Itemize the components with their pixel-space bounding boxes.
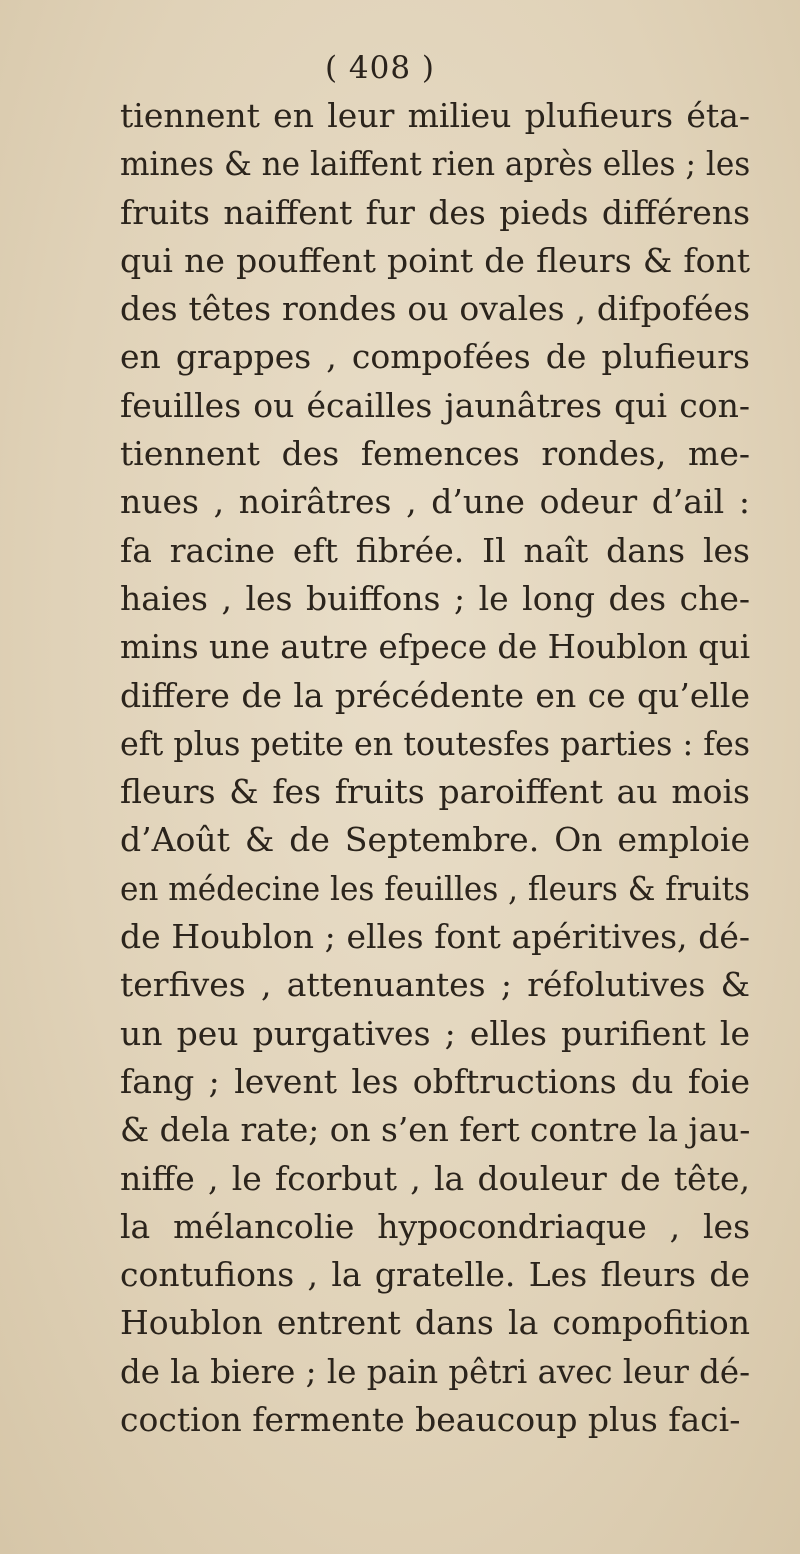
text-line: fleurs & fes fruits paroiffent au mois bbox=[120, 772, 750, 812]
text-line: contufions , la gratelle. Les fleurs de bbox=[120, 1255, 750, 1295]
text-line: Houblon entrent dans la compofition bbox=[120, 1303, 750, 1343]
text-line: fang ; levent les obftructions du foie bbox=[120, 1061, 750, 1101]
text-line: de Houblon ; elles font apéritives, dé- bbox=[120, 917, 750, 957]
text-line: en grappes , compofées de plufieurs bbox=[120, 337, 750, 377]
text-line: tiennent en leur milieu plufieurs éta- bbox=[120, 96, 750, 135]
text-line: fa racine eft fibrée. Il naît dans les bbox=[120, 530, 750, 570]
page-number-header bbox=[0, 50, 800, 86]
text-line: la mélancolie hypocondriaque , les bbox=[120, 1206, 750, 1246]
text-line: nues , noirâtres , d’une odeur d’ail : bbox=[120, 482, 750, 522]
text-line: mins une autre efpece de Houblon qui bbox=[120, 627, 751, 667]
text-line: differe de la précédente en ce qu’elle bbox=[120, 675, 750, 715]
text-line: un peu purgatives ; elles purifient le bbox=[120, 1013, 750, 1053]
text-line: haies , les buiffons ; le long des che- bbox=[120, 578, 750, 618]
text-line: fruits naiffent fur des pieds différens bbox=[120, 192, 750, 232]
text-line: feuilles ou écailles jaunâtres qui con- bbox=[120, 385, 750, 425]
text-line: des têtes rondes ou ovales , difpofées bbox=[120, 289, 750, 329]
text-line: en médecine les feuilles , fleurs & fruits bbox=[120, 868, 751, 908]
text-line: terfives , attenuantes ; réfolutives & bbox=[120, 965, 750, 1005]
text-line: eft plus petite en toutesfes parties : fes bbox=[120, 723, 751, 763]
text-line: d’Août & de Septembre. On emploie bbox=[120, 820, 750, 860]
text-line: & dela rate; on s’en fert contre la jau- bbox=[120, 1110, 751, 1150]
text-line: tiennent des femences rondes, me- bbox=[120, 434, 750, 474]
body-text bbox=[120, 92, 750, 1444]
text-line: coction fermente beaucoup plus faci- bbox=[120, 1400, 741, 1440]
page-number: ( 408 ) bbox=[324, 50, 436, 86]
text-line: qui ne pouffent point de fleurs & font bbox=[120, 240, 750, 280]
text-line: de la biere ; le pain pêtri avec leur dé- bbox=[120, 1351, 751, 1391]
text-line: niffe , le fcorbut , la douleur de tête, bbox=[120, 1158, 750, 1198]
text-line: mines & ne laiffent rien après elles ; les bbox=[120, 144, 751, 184]
